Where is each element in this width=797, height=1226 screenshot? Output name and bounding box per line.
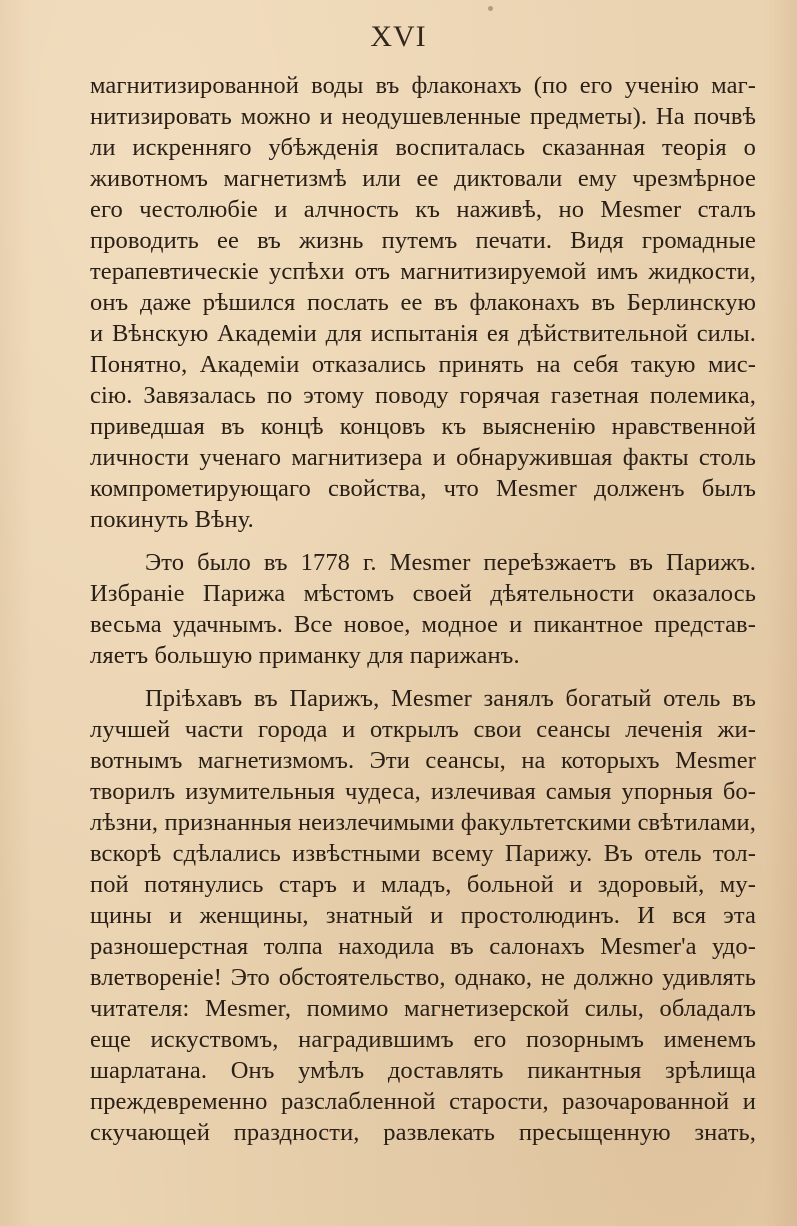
text-line: сію. Завязалась по этому поводу горячая газетная полемика, (90, 382, 756, 409)
text-line: Пріѣхавъ въ Парижъ, Mesmer занялъ богатый отель въ (145, 685, 756, 712)
text-line: преждевременно разслабленной старости, разочарованной и (90, 1088, 756, 1115)
text-line: ли искренняго убѣжденія воспиталась сказанная теорія о (90, 134, 756, 161)
text-line: лучшей части города и открылъ свои сеансы леченія жи- (90, 716, 756, 743)
text-line: вотнымъ магнетизмомъ. Эти сеансы, на которыхъ Mesmer (90, 747, 756, 774)
text-line: проводить ее въ жизнь путемъ печати. Видя громадные (90, 227, 756, 254)
text-line: ляетъ большую приманку для парижанъ. (90, 642, 520, 669)
text-line: шарлатана. Онъ умѣлъ доставлять пикантныя зрѣлища (90, 1057, 756, 1084)
paragraph-spacer (90, 535, 756, 547)
text-line: покинуть Вѣну. (90, 506, 254, 533)
text-line: влетвореніе! Это обстоятельство, однако, не должно удивлять (90, 964, 756, 991)
text-line: магнитизированной воды въ флаконахъ (по его ученію маг- (90, 72, 756, 99)
text-line: Это было въ 1778 г. Mesmer переѣзжаетъ въ Парижъ. (145, 549, 756, 576)
text-line: весьма удачнымъ. Все новое, модное и пикантное представ- (90, 611, 756, 638)
text-line: животномъ магнетизмѣ или ее диктовали ему чрезмѣрное (90, 165, 756, 192)
text-line: его честолюбіе и алчность къ наживѣ, но Mesmer сталъ (90, 196, 756, 223)
text-line: пой потянулись старъ и младъ, больной и здоровый, му- (90, 871, 756, 898)
text-line: онъ даже рѣшился послать ее въ флаконахъ въ Берлинскую (90, 289, 756, 316)
text-line: вскорѣ сдѣлались извѣстными всему Парижу. Въ отель тол- (90, 840, 756, 867)
paragraph-spacer (90, 671, 756, 683)
text-line: скучающей праздности, развлекать пресыщенную знать, (90, 1119, 756, 1146)
paragraph (90, 70, 756, 535)
text-line: приведшая въ концѣ концовъ къ выясненію нравственной (90, 413, 756, 440)
text-line: терапевтическіе успѣхи отъ магнитизируемой имъ жидкости, (90, 258, 756, 285)
page-number: XVI (370, 20, 427, 53)
text-line: лѣзни, признанныя неизлечимыми факультетскими свѣтилами, (90, 809, 756, 836)
text-line: творилъ изумительныя чудеса, излечивая самыя упорныя бо- (90, 778, 756, 805)
text-line: Понятно, Академіи отказались принять на себя такую мис- (90, 351, 756, 378)
text-line: личности ученаго магнитизера и обнаружившая факты столь (90, 444, 756, 471)
paragraph (90, 683, 756, 1148)
text-line: щины и женщины, знатный и простолюдинъ. И вся эта (90, 902, 756, 929)
text-line: нитизировать можно и неодушевленные предметы). На почвѣ (90, 103, 756, 130)
text-line: компрометирующаго свойства, что Mesmer долженъ былъ (90, 475, 756, 502)
text-line: и Вѣнскую Академіи для испытанія ея дѣйствительной силы. (90, 320, 756, 347)
text-line: Избраніе Парижа мѣстомъ своей дѣятельности оказалось (90, 580, 756, 607)
text-line: еще искуствомъ, наградившимъ его позорнымъ именемъ (90, 1026, 756, 1053)
text-line: читателя: Mesmer, помимо магнетизерской силы, обладалъ (90, 995, 756, 1022)
paragraph (90, 547, 756, 671)
text-line: разношерстная толпа находила въ салонахъ Mesmer'а удо- (90, 933, 756, 960)
ink-speck (488, 6, 493, 11)
body-text (90, 70, 756, 1148)
